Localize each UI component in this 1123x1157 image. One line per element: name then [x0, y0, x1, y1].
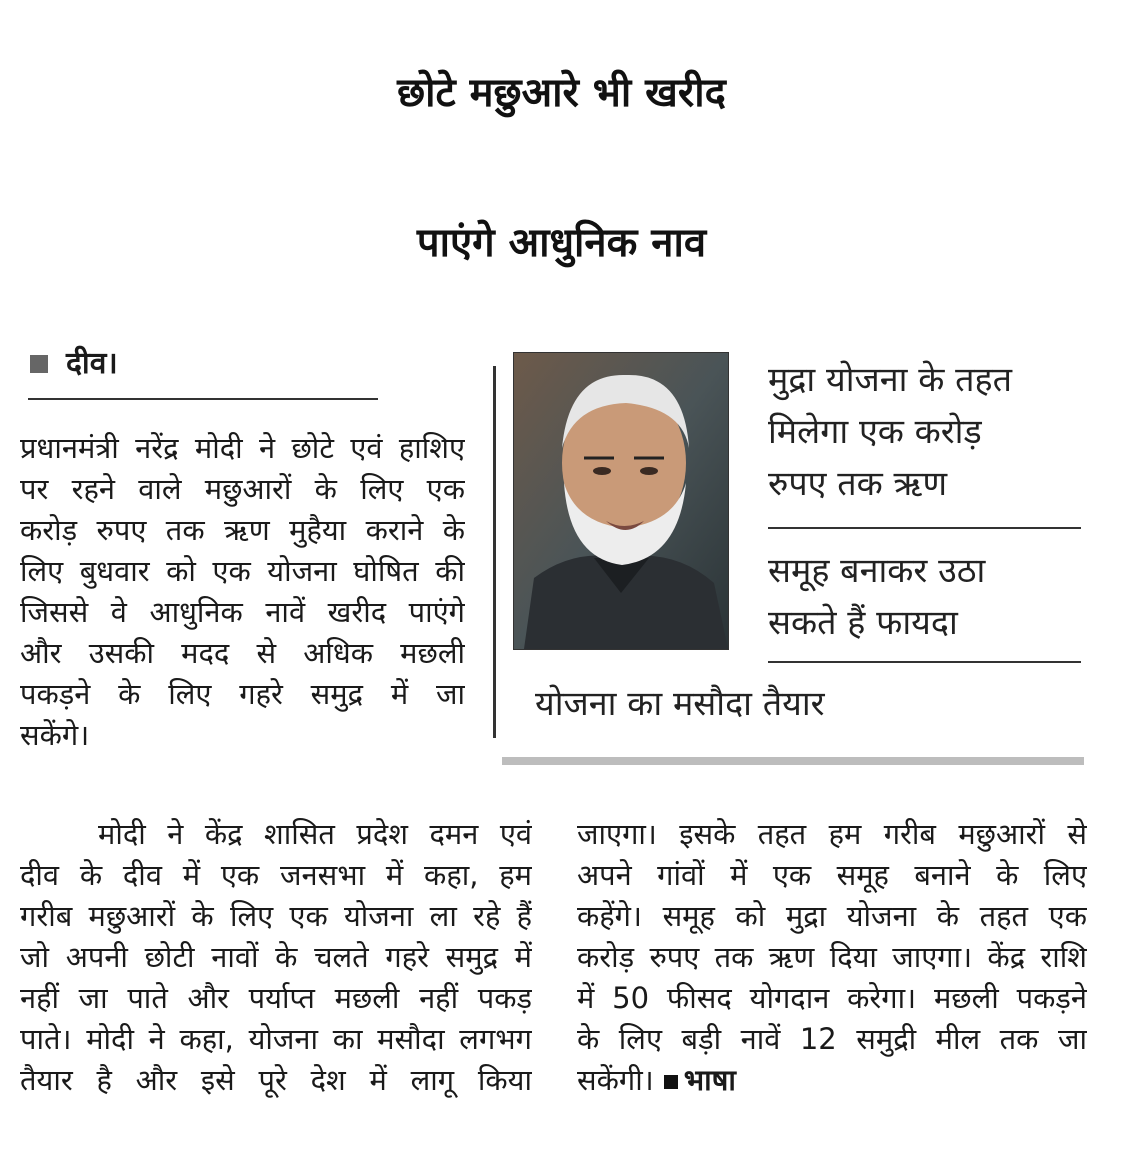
- text-line: गरीब मछुआरों के लिए एक योजना ला रहे हैं: [20, 899, 532, 933]
- text-line: प्रधानमंत्री नरेंद्र मोदी ने छोटे एवं हाशिए: [20, 431, 465, 465]
- text-line: अपने गांवों में एक समूह बनाने के लिए: [577, 858, 1087, 892]
- text-line: लिए बुधवार को एक योजना घोषित की: [20, 554, 465, 588]
- column-divider: [493, 366, 496, 738]
- text-line: तैयार है और इसे पूरे देश में लागू किया: [20, 1063, 532, 1097]
- highlight-1: [768, 354, 1088, 510]
- portrait-photo: [513, 352, 729, 650]
- text-line: करोड़ रुपए तक ऋण दिया जाएगा। केंद्र राशि: [577, 940, 1087, 974]
- text-line: मोदी ने केंद्र शासित प्रदेश दमन एवं: [98, 817, 532, 851]
- highlight-line: सकते हैं फायदा: [768, 603, 958, 643]
- text-line: जाएगा। इसके तहत हम गरीब मछुआरों से: [577, 817, 1087, 851]
- highlight-line: मुद्रा योजना के तहत: [768, 360, 1012, 400]
- text-line: करोड़ रुपए तक ऋण मुहैया कराने के: [20, 513, 465, 547]
- dateline-text: दीव।: [66, 346, 118, 381]
- body-paragraph-2: [20, 814, 532, 1101]
- headline-line-1: छोटे मछुआरे भी खरीद: [397, 70, 726, 116]
- text-line: नहीं जा पाते और पर्याप्त मछली नहीं पकड़: [20, 981, 532, 1015]
- square-bullet-icon: [30, 355, 48, 373]
- portrait-illustration: [514, 353, 728, 649]
- text-line: कहेंगे। समूह को मुद्रा योजना के तहत एक: [577, 899, 1087, 933]
- section-bar: [502, 757, 1084, 765]
- text-line: जिससे वे आधुनिक नावें खरीद पाएंगे: [20, 595, 465, 629]
- highlight-line: रुपए तक ऋण: [768, 464, 948, 504]
- highlight-3: योजना का मसौदा तैयार: [535, 684, 825, 724]
- highlight-2: [768, 545, 1088, 649]
- dateline: [30, 344, 118, 384]
- highlight-rule: [768, 661, 1081, 663]
- body-paragraph-3: [577, 814, 1087, 1101]
- text-line: सकेंगे।: [20, 718, 90, 752]
- highlight-line: समूह बनाकर उठा: [768, 551, 986, 591]
- text-line-last: [577, 1060, 1087, 1101]
- text-line: के लिए बड़ी नावें 12 समुद्री मील तक जा: [577, 1022, 1087, 1056]
- highlight-rule: [768, 527, 1081, 529]
- headline-line-2: पाएंगे आधुनिक नाव: [416, 220, 707, 266]
- text-line: और उसकी मदद से अधिक मछली: [20, 636, 465, 670]
- text-line: दीव के दीव में एक जनसभा में कहा, हम: [20, 858, 532, 892]
- text-line: पाते। मोदी ने कहा, योजना का मसौदा लगभग: [20, 1022, 532, 1056]
- byline: भाषा: [683, 1063, 736, 1097]
- text-line: पर रहने वाले मछुआरों के लिए एक: [20, 472, 465, 506]
- text-line: पकड़ने के लिए गहरे समुद्र में जा: [20, 677, 465, 711]
- highlight-line: मिलेगा एक करोड़: [768, 412, 982, 452]
- text-line: में 50 फीसद योगदान करेगा। मछली पकड़ने: [577, 981, 1087, 1015]
- text-line-end: सकेंगी।: [577, 1063, 654, 1097]
- dateline-rule: [28, 398, 378, 400]
- text-line: जो अपनी छोटी नावों के चलते गहरे समुद्र में: [20, 940, 532, 974]
- square-bullet-icon: [664, 1075, 678, 1089]
- lead-paragraph: [20, 428, 465, 756]
